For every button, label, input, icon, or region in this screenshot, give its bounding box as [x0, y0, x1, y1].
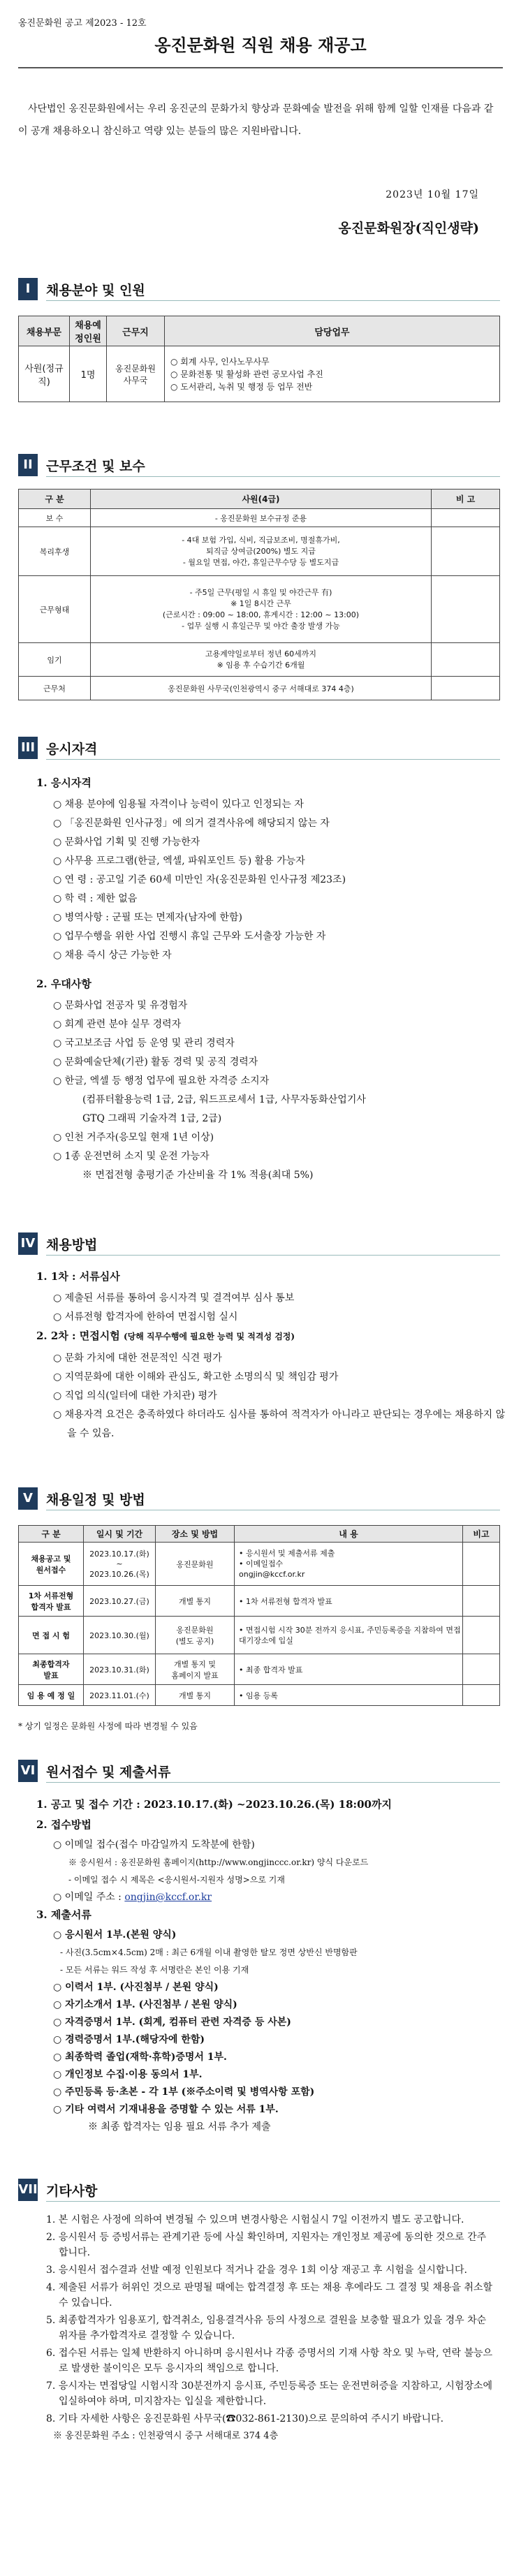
duty-item: ○ 도서관리, 녹취 및 행정 등 업무 전반 — [170, 381, 313, 392]
sched-step: 1차 서류전형 합격자 발표 — [19, 1586, 84, 1617]
qual-item: ○ 학 력 : 제한 없음 — [53, 893, 138, 904]
sched-content: • 응시원서 및 제출서류 제출 • 이메일접수 ongjin@kccf.or.kr — [235, 1543, 463, 1586]
section-underline — [46, 476, 500, 477]
apply-period: 1. 공고 및 접수 기간 : 2023.10.17.(화) ~2023.10.26.(목) 18:00까지 — [36, 1798, 392, 1811]
section-number: II — [18, 454, 38, 476]
duty-item: ○ 문화전통 및 활성화 관련 공모사업 추진 — [170, 369, 323, 379]
cond-content: - 4대 보험 가입, 식비, 직급보조비, 명절휴가비, 퇴직금 상여금(200%) 별도 지급 - 월요일 면접, 야간, 휴일근무수당 등 별도지급 — [91, 527, 432, 576]
th-count: 채용예정인원 — [70, 316, 107, 346]
th-note: 비고 — [463, 1526, 500, 1543]
sched-step: 채용공고 및 원서접수 — [19, 1543, 84, 1586]
sched-date: 2023.10.31.(화) — [84, 1654, 156, 1685]
sched-content: • 1차 서류전형 합격자 발표 — [235, 1586, 463, 1617]
method-item: ○ 제출된 서류를 통하여 응시자격 및 결격여부 심사 통보 — [53, 1293, 295, 1304]
conditions-table — [18, 489, 500, 700]
apply-block — [18, 1796, 507, 2136]
method-item: ○ 지역문화에 대한 이해와 관심도, 확고한 소명의식 및 책임감 평가 — [53, 1371, 339, 1383]
cond-label: 임기 — [19, 643, 91, 677]
qual-item: ○ 「옹진문화원 인사규정」에 의거 결격사유에 해당되지 않는 자 — [53, 818, 330, 829]
pref-item: ○ 인천 거주자(응모일 현재 1년 이상) — [53, 1132, 214, 1143]
etc-item: 1. 본 시험은 사정에 의하여 변경될 수 있으며 변경사항은 시험실시 7일 이전까지 별도 공고합니다. — [46, 2214, 464, 2225]
apply-note: ※ 응시원서 : 옹진문화원 홈페이지(http://www.ongjinccc.or.kr) 양식 다운로드 — [68, 1857, 369, 1867]
qual-item: ○ 문화사업 기획 및 진행 가능한자 — [53, 837, 200, 848]
qualifications-block — [18, 774, 507, 1185]
section-underline — [46, 1255, 500, 1256]
cond-content: - 주5일 근무(평일 시 휴일 및 야간근무 有) ※ 1일 8시간 근무 (근로시간 : 09:00 ~ 18:00, 휴게시간 : 12:00 ~ 13:00) - 업무 실행 시 휴일근무 및 야간 출장 발생 가능 — [91, 576, 432, 643]
sched-note — [463, 1685, 500, 1706]
th-remarks: 비 고 — [432, 490, 500, 509]
etc-item: 6. 접수된 서류는 일체 반환하지 아니하며 응시원서나 각종 증명서의 기재 사항 착오 및 누락, 연락 불능으로 발생한 불이익은 모두 응시자의 책임으로 합니다. — [46, 2348, 493, 2374]
sched-note — [463, 1654, 500, 1685]
notice-number: 옹진문화원 공고 제2023 - 12호 — [18, 18, 147, 29]
qual-item: ○ 사무용 프로그램(한글, 엑셀, 파워포인트 등) 활용 가능자 — [53, 855, 305, 867]
sched-step: 면 접 시 험 — [19, 1617, 84, 1654]
section-underline — [46, 759, 500, 760]
doc-item: ○ 자기소개서 1부. (사진첨부 / 본원 양식) — [53, 1999, 237, 2010]
sched-date: 2023.10.27.(금) — [84, 1586, 156, 1617]
qual-item: ○ 채용 분야에 임용될 자격이나 능력이 있다고 인정되는 자 — [53, 799, 304, 810]
qual-item: ○ 병역사항 : 군필 또는 면제자(남자에 한함) — [53, 912, 242, 923]
pref-item: ○ 문화사업 전공자 및 유경험자 — [53, 1000, 188, 1011]
section-number: IV — [18, 1232, 38, 1255]
section-title: 근무조건 및 보수 — [46, 459, 145, 474]
sched-note — [463, 1543, 500, 1586]
recruit-table — [18, 316, 500, 402]
section-3-heading — [18, 737, 507, 759]
cond-label: 근무처 — [19, 677, 91, 700]
recruit-field: 사원(정규직) — [19, 346, 70, 402]
qual-item: ○ 채용 즉시 상근 가능한 자 — [53, 950, 172, 961]
pref-item: ○ 1종 운전면허 소지 및 운전 가능자 — [53, 1151, 210, 1162]
etc-item: 4. 제출된 서류가 허위인 것으로 판명될 때에는 합격결정 후 또는 채용 후에라도 그 결정 및 채용을 취소할 수 있습니다. — [46, 2282, 493, 2309]
notice-date: 2023년 10월 17일 — [386, 189, 479, 200]
sched-note — [463, 1586, 500, 1617]
duty-item: ○ 회계 사무, 인사노무사무 — [170, 356, 270, 367]
sched-step: 최종합격자 발표 — [19, 1654, 84, 1685]
th-field: 채용부문 — [19, 316, 70, 346]
sched-method: 옹진문화원 (별도 공지) — [156, 1617, 235, 1654]
pref-item: ○ 국고보조금 사업 등 운영 및 관리 경력자 — [53, 1038, 235, 1049]
cond-remark — [432, 527, 500, 576]
cond-remark — [432, 677, 500, 700]
method-item: ○ 직업 의식(일터에 대한 가치관) 평가 — [53, 1390, 217, 1401]
etc-block — [18, 2212, 493, 2444]
recruit-place: 옹진문화원 사무국 — [107, 346, 165, 402]
schedule-footnote: * 상기 일정은 문화원 사정에 따라 변경될 수 있음 — [18, 1721, 198, 1731]
sched-content: • 임용 등록 — [235, 1685, 463, 1706]
cond-label: 근무형태 — [19, 576, 91, 643]
section-title: 채용일정 및 방법 — [46, 1492, 145, 1508]
section-title: 응시자격 — [46, 742, 98, 757]
qual-item: ○ 업무수행을 위한 사업 진행시 휴일 근무와 도서출장 가능한 자 — [53, 931, 326, 942]
pref-item: ○ 한글, 엑셀 등 행정 업무에 필요한 자격증 소지자 — [53, 1075, 270, 1087]
recruit-duties — [165, 346, 500, 402]
sched-content: • 최종 합격자 발표 — [235, 1654, 463, 1685]
section-underline — [46, 2201, 500, 2202]
doc-subitem: - 사진(3.5cm×4.5cm) 2매 : 최근 6개월 이내 촬영한 탈모 정면 상반신 반명함판 — [60, 1948, 358, 1957]
cond-remark — [432, 643, 500, 677]
th-step: 구 분 — [19, 1526, 84, 1543]
qual-heading: 1. 응시자격 — [36, 777, 91, 789]
th-category: 구 분 — [19, 490, 91, 509]
sched-method: 개별 통지 — [156, 1685, 235, 1706]
section-5-heading — [18, 1487, 507, 1510]
cond-content: - 옹진문화원 보수규정 준용 — [91, 509, 432, 527]
pref-sub: (컴퓨터활용능력 1급, 2급, 워드프로세서 1급, 사무자동화산업기사 GTQ 그래픽 기술자격 1급, 2급) — [82, 1094, 366, 1124]
section-1-heading — [18, 278, 507, 300]
email-label: ○ 이메일 주소 : — [53, 1892, 122, 1903]
doc-item: ○ 주민등록 등·초본 - 각 1부 (※주소이력 및 병역사항 포함) — [53, 2086, 315, 2098]
recruit-count: 1명 — [70, 346, 107, 402]
section-number: I — [18, 278, 38, 300]
doc-item: ○ 이력서 1부. (사진첨부 / 본원 양식) — [53, 1982, 219, 1993]
method-step2: 2. 2차 : 면접시험 — [36, 1330, 120, 1342]
docs-note: ※ 최종 합격자는 임용 필요 서류 추가 제출 — [88, 2121, 271, 2133]
sched-date: 2023.11.01.(수) — [84, 1685, 156, 1706]
intro-text: 사단법인 옹진문화원에서는 우리 옹진군의 문화가치 향상과 문화예술 발전을 위해 함께 일할 인재를 다음과 같이 공개 채용하오니 참신하고 역량 있는 분들의 많은 지원바랍니다. — [18, 103, 494, 137]
section-2-heading — [18, 454, 507, 476]
sched-content: • 면접시험 시작 30분 전까지 응시표, 주민등록증을 지참하여 면접대기장소에 입실 — [235, 1617, 463, 1654]
method-block — [18, 1267, 507, 1443]
cond-remark — [432, 576, 500, 643]
etc-item: 5. 최종합격자가 임용포기, 합격취소, 임용결격사유 등의 사정으로 결원을 보충할 필요가 있을 경우 차순위자를 추가합격자로 결정할 수 있습니다. — [46, 2315, 487, 2341]
apply-email-item: ○ 이메일 접수(접수 마감일까지 도착분에 한함) — [53, 1839, 255, 1850]
section-7-heading — [18, 2179, 507, 2201]
docs-heading: 3. 제출서류 — [36, 1908, 91, 1921]
title-divider — [18, 67, 503, 68]
th-duties: 담당업무 — [165, 316, 500, 346]
address-note: ※ 옹진문화원 주소 : 인천광역시 중구 서해대로 374 4층 — [53, 2431, 279, 2441]
doc-item: ○ 기타 여력서 기재내용을 증명할 수 있는 서류 1부. — [53, 2104, 279, 2115]
th-place: 근무지 — [107, 316, 165, 346]
method-item: ○ 채용자격 요건은 충족하였다 하더라도 심사를 통하여 적격자가 아니라고 판단되는 경우에는 채용하지 않을 수 있음. — [53, 1409, 506, 1439]
section-title: 채용분야 및 인원 — [46, 283, 145, 298]
section-underline — [46, 300, 500, 301]
doc-item: ○ 개인정보 수집·이용 동의서 1부. — [53, 2069, 203, 2080]
th-date: 일시 및 기간 — [84, 1526, 156, 1543]
pref-item: ○ 문화예술단체(기관) 활동 경력 및 공직 경력자 — [53, 1057, 258, 1068]
method-step1: 1. 1차 : 서류심사 — [36, 1270, 120, 1283]
cond-label: 보 수 — [19, 509, 91, 527]
apply-note: - 이메일 접수 시 제목은 <응시원서-지원자 성명>으로 기재 — [68, 1875, 285, 1885]
etc-item: 8. 기타 자세한 사항은 옹진문화원 사무국(☎032-861-2130)으로 문의하여 주시기 바랍니다. — [46, 2413, 444, 2424]
sched-method: 옹진문화원 — [156, 1543, 235, 1586]
doc-item: ○ 최종학력 졸업(재학·휴학)증명서 1부. — [53, 2052, 227, 2063]
doc-item: ○ 경력증명서 1부.(해당자에 한함) — [53, 2034, 205, 2045]
schedule-table — [18, 1525, 500, 1706]
cond-content: 옹진문화원 사무국(인천광역시 중구 서해대로 374 4층) — [91, 677, 432, 700]
sched-step: 임 용 예 정 일 — [19, 1685, 84, 1706]
sched-method: 개별 통지 — [156, 1586, 235, 1617]
email-link[interactable]: ongjin@kccf.or.kr — [124, 1892, 212, 1903]
doc-item: ○ 응시원서 1부.(본원 양식) — [53, 1929, 177, 1941]
cond-label: 복리후생 — [19, 527, 91, 576]
pref-item: ○ 회계 관련 분야 실무 경력자 — [53, 1019, 182, 1030]
section-number: VI — [18, 1760, 38, 1782]
section-title: 채용방법 — [46, 1237, 98, 1253]
cond-content: 고용계약일로부터 정년 60세까지 ※ 임용 후 수습기간 6개월 — [91, 643, 432, 677]
section-6-heading — [18, 1760, 507, 1782]
etc-item: 3. 응시원서 접수결과 선발 예정 인원보다 적거나 같을 경우 1회 이상 재공고 후 시험을 실시합니다. — [46, 2265, 467, 2276]
section-number: III — [18, 737, 38, 759]
th-content: 내 용 — [235, 1526, 463, 1543]
sched-date: 2023.10.17.(화) ~ 2023.10.26.(목) — [84, 1543, 156, 1586]
page-title: 옹진문화원 직원 채용 재공고 — [154, 36, 367, 55]
sched-date: 2023.10.30.(월) — [84, 1617, 156, 1654]
th-grade: 사원(4급) — [91, 490, 432, 509]
section-title: 기타사항 — [46, 2184, 98, 2199]
signature: 옹진문화원장(직인생략) — [338, 221, 479, 236]
sched-note — [463, 1617, 500, 1654]
section-title: 원서접수 및 제출서류 — [46, 1765, 171, 1780]
method-item: ○ 서류전형 합격자에 한하여 면접시험 실시 — [53, 1311, 238, 1323]
th-method: 장소 및 방법 — [156, 1526, 235, 1543]
qual-item: ○ 연 령 : 공고일 기준 60세 미만인 자(옹진문화원 인사규정 제23조) — [53, 874, 346, 885]
method-item: ○ 문화 가치에 대한 전문적인 식견 평가 — [53, 1353, 222, 1364]
section-number: VII — [18, 2179, 38, 2201]
etc-item: 7. 응시자는 면접당일 시험시작 30분전까지 응시표, 주민등록증 또는 운전면허증을 지참하고, 시험장소에 입실하여야 하며, 미지참자는 입실을 제한합니다. — [46, 2380, 493, 2407]
section-underline — [46, 1782, 500, 1783]
doc-item: ○ 자격증명서 1부. (회계, 컴퓨터 관련 자격증 등 사본) — [53, 2017, 291, 2028]
section-number: V — [18, 1487, 38, 1510]
apply-method-heading: 2. 접수방법 — [36, 1818, 91, 1831]
cond-remark — [432, 509, 500, 527]
etc-item: 2. 응시원서 등 증빙서류는 관계기관 등에 사실 확인하며, 지원자는 개인정보 제공에 동의한 것으로 간주합니다. — [46, 2232, 487, 2258]
pref-heading: 2. 우대사항 — [36, 978, 91, 990]
method-step2-note: (당해 직무수행에 필요한 능력 및 적격성 검정) — [124, 1332, 295, 1341]
pref-note: ※ 면접전형 총평기준 가산비율 각 1% 적용(최대 5%) — [82, 1170, 314, 1181]
section-4-heading — [18, 1232, 507, 1255]
doc-subitem: - 모든 서류는 워드 작성 후 서명란은 본인 이용 기재 — [60, 1965, 249, 1975]
sched-method: 개별 통지 및 홈페이지 발표 — [156, 1654, 235, 1685]
